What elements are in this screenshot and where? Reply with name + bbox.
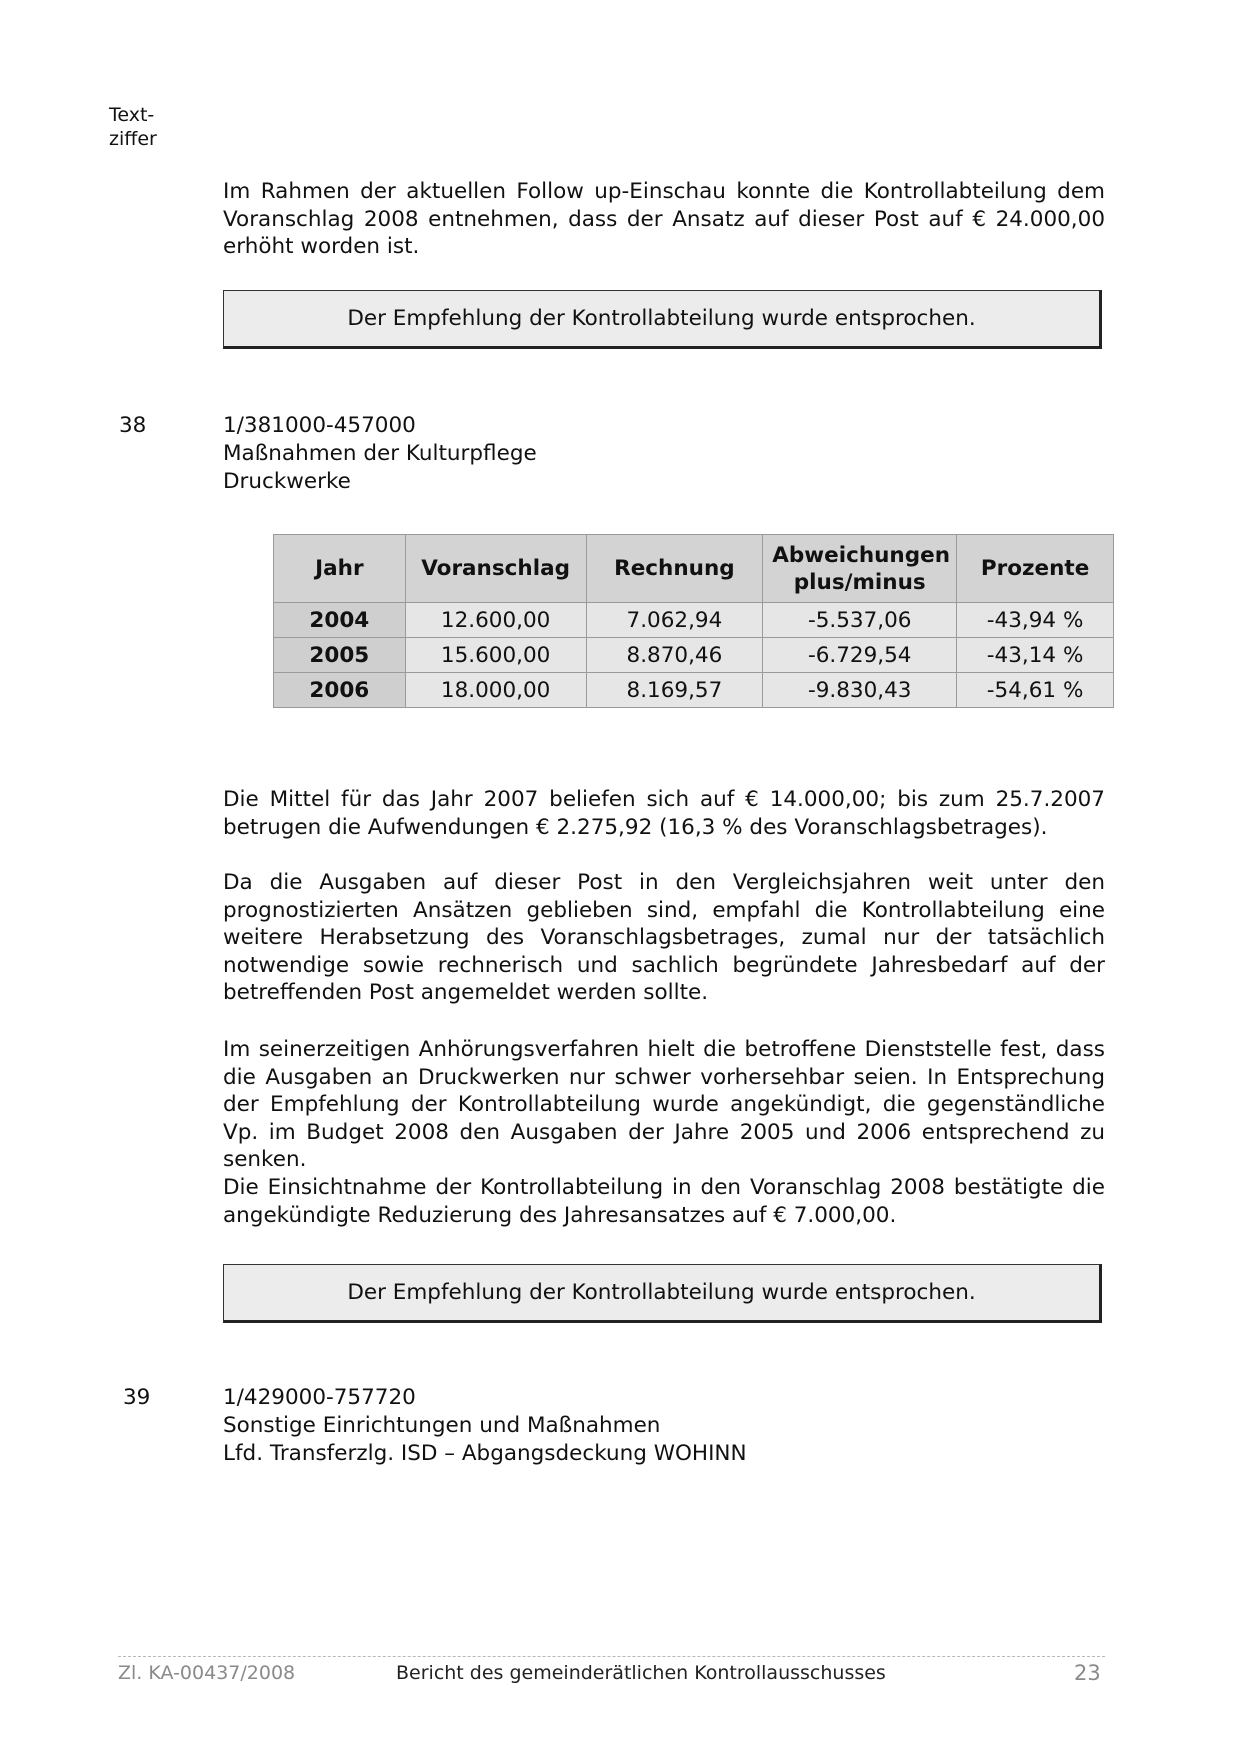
cell-abweichung: -6.729,54: [763, 638, 957, 673]
header-abweichungen: Abweichungen plus/minus: [763, 535, 957, 603]
header-rechnung: Rechnung: [586, 535, 763, 603]
section-39-category: Sonstige Einrichtungen und Maßnahmen: [223, 1413, 661, 1438]
table-row: [274, 638, 1114, 673]
section-38-account: 1/381000-457000: [223, 413, 416, 438]
table-row: [274, 603, 1114, 638]
cell-rechnung: 8.169,57: [586, 673, 763, 708]
header-prozente: Prozente: [957, 535, 1114, 603]
cell-prozente: -43,94 %: [957, 603, 1114, 638]
paragraph-funds-2007: Die Mittel für das Jahr 2007 beliefen sich auf € 14.000,00; bis zum 25.7.2007 betrugen die Aufwendungen € 2.275,92 (16,3 % des Voranschlagsbetrages).: [223, 787, 1105, 840]
notice-box-2: [223, 1264, 1102, 1323]
header-jahr: Jahr: [274, 535, 406, 603]
notice-text-1: Der Empfehlung der Kontrollabteilung wurde entsprochen.: [347, 306, 976, 331]
cell-abweichung: -5.537,06: [763, 603, 957, 638]
section-38-heading: [223, 412, 537, 496]
section-38-item: Druckwerke: [223, 469, 351, 494]
section-39-item: Lfd. Transferzlg. ISD – Abgangsdeckung WOHINN: [223, 1441, 747, 1466]
section-39-heading: [223, 1384, 747, 1468]
section-38-category: Maßnahmen der Kulturpflege: [223, 441, 537, 466]
paragraph-confirmation: Die Einsichtnahme der Kontrollabteilung in den Voranschlag 2008 bestätigte die angekündigte Reduzierung des Jahresansatzes auf € 7.000,00.: [223, 1175, 1105, 1228]
margin-label-line2: ziffer: [109, 128, 157, 150]
cell-year: 2005: [274, 638, 406, 673]
cell-voranschlag: 12.600,00: [405, 603, 586, 638]
paragraph-hearing: Im seinerzeitigen Anhörungsverfahren hielt die betroffene Dienststelle fest, dass die Ausgaben an Druckwerken nur schwer vorhersehbar seien. In Entsprechung der Empfehlung der Kontrollabteilung wurde angekündigt, die gegenständliche Vp. im Budget 2008 den Ausgaben der Jahre 2005 und 2006 entsprechend zu senken.: [223, 1037, 1105, 1172]
footer-page-number: 23: [1074, 1661, 1101, 1685]
margin-label-line1: Text-: [109, 104, 155, 126]
intro-paragraph: Im Rahmen der aktuellen Follow up-Einschau konnte die Kontrollabteilung dem Voranschlag 2008 entnehmen, dass der Ansatz auf dieser Post auf € 24.000,00 erhöht worden ist.: [223, 179, 1105, 259]
cell-voranschlag: 15.600,00: [405, 638, 586, 673]
footer-title: Bericht des gemeinderätlichen Kontrollausschusses: [396, 1662, 886, 1684]
cell-rechnung: 7.062,94: [586, 603, 763, 638]
cell-prozente: -54,61 %: [957, 673, 1114, 708]
section-number-38: 38: [119, 413, 147, 438]
budget-table: [273, 534, 1114, 708]
cell-year: 2006: [274, 673, 406, 708]
table-row: [274, 673, 1114, 708]
paragraph-recommendation: Da die Ausgaben auf dieser Post in den Vergleichsjahren weit unter den prognostizierten Ansätzen geblieben sind, empfahl die Kontrollabteilung eine weitere Herabsetzung des Voranschlagsbetrages, zumal nur der tatsächlich notwendige sowie rechnerisch und sachlich begründete Jahresbedarf auf der betreffenden Post angemeldet werden sollte.: [223, 870, 1105, 1005]
section-39-account: 1/429000-757720: [223, 1385, 416, 1410]
header-voranschlag: Voranschlag: [405, 535, 586, 603]
footer-reference: Zl. KA-00437/2008: [118, 1662, 296, 1684]
notice-text-2: Der Empfehlung der Kontrollabteilung wurde entsprochen.: [347, 1280, 976, 1305]
cell-rechnung: 8.870,46: [586, 638, 763, 673]
cell-voranschlag: 18.000,00: [405, 673, 586, 708]
margin-label: [109, 103, 157, 151]
footer-divider: [118, 1656, 1105, 1657]
section-number-39: 39: [123, 1385, 151, 1410]
cell-year: 2004: [274, 603, 406, 638]
cell-prozente: -43,14 %: [957, 638, 1114, 673]
notice-box-1: [223, 290, 1102, 349]
table-header-row: [274, 535, 1114, 603]
cell-abweichung: -9.830,43: [763, 673, 957, 708]
